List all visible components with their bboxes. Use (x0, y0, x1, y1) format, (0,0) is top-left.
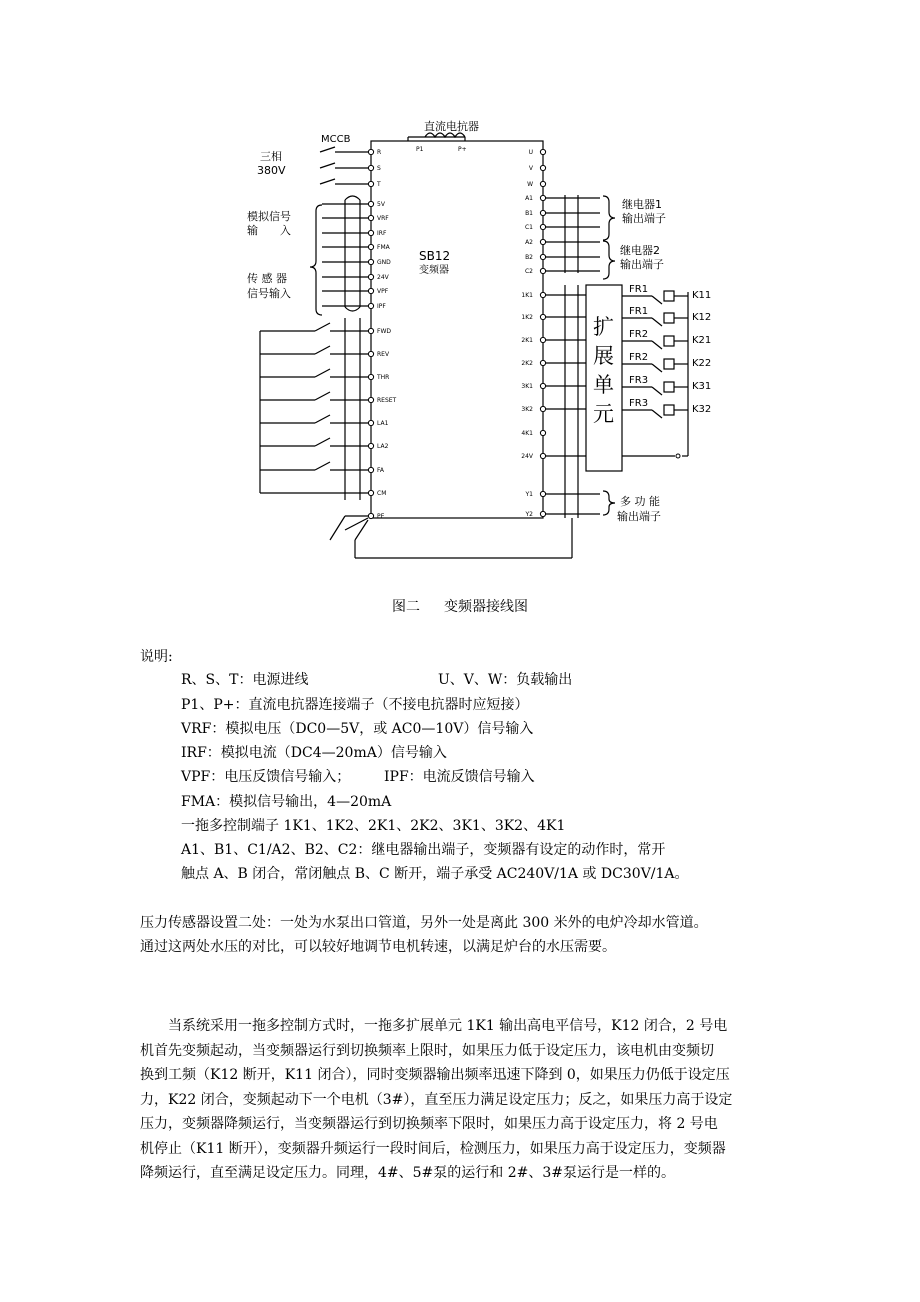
right-terminal-c1 (540, 224, 545, 229)
note-line-5a: VPF：电压反馈信号输入； (181, 769, 351, 785)
notes-title: 说明: (140, 649, 173, 665)
left-terminal-vpf (368, 288, 373, 293)
left-terminal-label: FA (377, 467, 385, 474)
note-line-8: A1、B1、C1/A2、B2、C2：继电器输出端子，变频器有设定的动作时，常开 (181, 842, 666, 858)
k-label: K12 (692, 312, 712, 323)
fr-contact (652, 410, 662, 418)
right-terminal-1k2 (540, 314, 545, 319)
fr-label: FR2 (629, 329, 649, 340)
right-terminal-b2 (540, 254, 545, 259)
fr-contact (652, 364, 662, 372)
relay1-label-1: 继电器1 (622, 198, 662, 211)
left-terminal-label: CM (377, 490, 387, 497)
k-coil (664, 405, 674, 415)
note-line-1b: U、V、W：负载输出 (438, 672, 573, 688)
k-label: K31 (692, 381, 712, 392)
left-terminal-label: REV (377, 351, 390, 358)
k-coil (664, 336, 674, 346)
right-terminal-2k2 (540, 360, 545, 365)
right-terminal-b1 (540, 210, 545, 215)
left-terminal-label: THR (377, 374, 390, 381)
right-terminal-label: C2 (524, 268, 533, 275)
left-terminal-la1 (368, 420, 373, 425)
sensor-label-1: 传 感 器 (247, 272, 287, 285)
control-switch (315, 346, 330, 354)
note-line-2: P1、P+：直流电抗器连接端子（不接电抗器时应短接） (181, 697, 529, 713)
left-terminal-label: LA1 (377, 420, 389, 427)
left-terminal-label: LA2 (377, 443, 389, 450)
right-terminal-a2 (540, 239, 545, 244)
right-terminal-u (540, 149, 545, 154)
paragraph-2-line-7: 降频运行，直至满足设定压力。同理，4#、5#泵的运行和 2#、3#泵运行是一样的。 (140, 1165, 675, 1181)
ext-char-4: 元 (593, 402, 614, 426)
inverter-wiring-diagram (0, 0, 920, 590)
fr-contact (652, 296, 662, 304)
figure-caption (0, 596, 920, 616)
control-switch (315, 438, 330, 446)
fr-label: FR1 (629, 284, 649, 295)
right-terminal-24v (540, 453, 545, 458)
left-terminal-la2 (368, 443, 373, 448)
note-line-9: 触点 A、B 闭合，常闭触点 B、C 断开，端子承受 AC240V/1A 或 DC30V/1A。 (181, 866, 689, 882)
right-terminal-y1 (540, 491, 545, 496)
multi-function-label-2: 输出端子 (617, 510, 661, 523)
ext-char-3: 单 (593, 373, 614, 397)
right-terminal-c2 (540, 268, 545, 273)
left-terminal-fma (368, 244, 373, 249)
k-label: K21 (692, 335, 712, 346)
fr-contact (652, 341, 662, 349)
relay1-label-2: 输出端子 (622, 212, 666, 225)
note-line-7: 一拖多控制端子 1K1、1K2、2K1、2K2、3K1、3K2、4K1 (181, 818, 566, 834)
fr-label: FR3 (629, 375, 649, 386)
paragraph-2-line-4: 力，K22 闭合，变频起动下一个电机（3#），直至压力满足设定压力；反之，如果压力高于设定 (140, 1091, 733, 1108)
left-terminal-label: S (377, 165, 381, 172)
three-phase-label: 三相 (260, 150, 282, 163)
left-terminal-fwd (368, 328, 373, 333)
left-terminal-label: PE (377, 513, 385, 520)
left-terminal-label: RESET (377, 397, 397, 404)
right-terminal-label: 1K2 (521, 314, 533, 321)
left-terminal-label: 5V (377, 201, 385, 208)
right-terminal-label: U (528, 149, 533, 156)
paragraph-1-line-1: 压力传感器设置二处：一处为水泵出口管道，另外一处是离此 300 米外的电炉冷却水管道。 (140, 915, 708, 931)
left-terminal-24v (368, 274, 373, 279)
figure-number: 图二 (392, 599, 420, 615)
fr-label: FR3 (629, 398, 649, 409)
voltage-label: 380V (257, 164, 286, 177)
paragraph-1 (140, 911, 790, 959)
fr-label: FR1 (629, 306, 649, 317)
right-terminal-label: B1 (525, 210, 533, 217)
right-terminal-label: 2K1 (521, 337, 533, 344)
right-terminal-label: 3K2 (521, 406, 533, 413)
right-terminal-label: A2 (525, 239, 533, 246)
right-terminal-label: 1K1 (521, 292, 533, 299)
control-switch (315, 392, 330, 400)
left-terminal-vrf (368, 215, 373, 220)
control-switch (315, 415, 330, 423)
fr-contact (652, 387, 662, 395)
relay-rows (622, 284, 711, 458)
left-terminal-gnd (368, 259, 373, 264)
ext-char-1: 扩 (593, 315, 614, 339)
k-coil (664, 291, 674, 301)
right-terminal-w (540, 181, 545, 186)
right-terminal-1k1 (540, 292, 545, 297)
dc-reactor-label: 直流电抗器 (424, 120, 479, 133)
p1-label: P1 (416, 146, 424, 153)
k-label: K22 (692, 358, 712, 369)
control-switch (315, 462, 330, 470)
left-terminal-cm (368, 490, 373, 495)
note-line-6: FMA：模拟信号输出，4—20mA (181, 794, 392, 810)
left-terminal-label: IPF (377, 303, 386, 310)
left-terminal-label: VPF (377, 288, 389, 295)
sensor-label-2: 信号输入 (247, 287, 291, 300)
right-terminal-label: W (527, 181, 533, 188)
left-terminal-fa (368, 467, 373, 472)
left-terminal-label: FMA (377, 244, 390, 251)
left-terminal-thr (368, 374, 373, 379)
common-terminal (676, 454, 680, 458)
note-line-1a: R、S、T：电源进线 (181, 672, 309, 688)
relay2-label-2: 输出端子 (620, 258, 664, 271)
fr-contact (652, 318, 662, 326)
control-switch (315, 369, 330, 377)
k-coil (664, 359, 674, 369)
left-terminal-label: VRF (377, 215, 389, 222)
k-coil (664, 382, 674, 392)
right-terminal-label: C1 (524, 224, 533, 231)
right-terminal-3k1 (540, 383, 545, 388)
analog-input-label-2: 输 入 (247, 224, 291, 237)
relay2-label-1: 继电器2 (620, 244, 660, 257)
right-terminal-a1 (540, 195, 545, 200)
right-terminal-2k1 (540, 337, 545, 342)
left-terminal-pe (368, 513, 373, 518)
right-terminal-y2 (540, 511, 545, 516)
paragraph-2-line-2: 机首先变频起动，当变频器运行到切换频率上限时，如果压力低于设定压力，该电机由变频切 (140, 1042, 714, 1059)
left-terminal-irf (368, 230, 373, 235)
left-terminal-label: IRF (377, 230, 387, 237)
left-terminal-label: FWD (377, 328, 392, 335)
left-terminal-rev (368, 351, 373, 356)
inverter-model: SB12 (419, 249, 451, 263)
left-terminal-label: 24V (377, 274, 389, 281)
right-terminal-label: Y1 (525, 491, 533, 498)
right-terminal-label: B2 (525, 254, 533, 261)
control-switch (315, 323, 330, 331)
left-terminal-label: R (377, 149, 382, 156)
k-coil (664, 313, 674, 323)
right-terminal-v (540, 165, 545, 170)
left-terminal-ipf (368, 303, 373, 308)
left-terminal-5v (368, 201, 373, 206)
left-terminal-t (368, 181, 373, 186)
note-line-5b: IPF：电流反馈信号输入 (384, 769, 535, 785)
paragraph-2 (140, 1014, 800, 1186)
right-terminal-label: A1 (525, 195, 533, 202)
left-terminal-s (368, 165, 373, 170)
figure-title: 变频器接线图 (444, 599, 528, 615)
inverter-name: 变频器 (419, 265, 449, 276)
ext-char-2: 展 (593, 344, 614, 368)
right-terminal-label: 4K1 (521, 430, 533, 437)
paragraph-1-line-2: 通过这两处水压的对比，可以较好地调节电机转速，以满足炉台的水压需要。 (140, 939, 616, 955)
left-terminal-label: GND (377, 259, 391, 266)
note-line-4: IRF：模拟电流（DC4—20mA）信号输入 (181, 745, 447, 761)
paragraph-2-line-3: 换到工频（K12 断开，K11 闭合），同时变频器输出频率迅速下降到 0，如果压力仍低于设定压 (140, 1067, 730, 1083)
multi-function-label-1: 多 功 能 (620, 495, 660, 508)
k-label: K32 (692, 404, 712, 415)
right-terminal-label: 3K1 (521, 383, 533, 390)
right-terminal-label: 2K2 (521, 360, 533, 367)
right-terminal-label: V (528, 165, 533, 172)
inverter-box (371, 141, 543, 518)
right-terminal-4k1 (540, 430, 545, 435)
left-terminal-reset (368, 397, 373, 402)
pplus-label: P+ (458, 146, 467, 153)
mccb-label: MCCB (321, 134, 351, 145)
fr-label: FR2 (629, 352, 649, 363)
note-line-3: VRF：模拟电压（DC0—5V，或 AC0—10V）信号输入 (181, 721, 534, 737)
right-terminal-label: 24V (521, 453, 533, 460)
left-terminal-r (368, 149, 373, 154)
right-terminal-3k2 (540, 406, 545, 411)
right-terminal-label: Y2 (525, 511, 533, 518)
analog-input-label-1: 模拟信号 (247, 210, 291, 223)
k-label: K11 (692, 290, 712, 301)
paragraph-2-line-5: 压力，变频器降频运行，当变频器运行到切换频率下限时，如果压力高于设定压力，将 2 号电 (140, 1116, 718, 1132)
paragraph-2-line-1: 当系统采用一拖多控制方式时，一拖多扩展单元 1K1 输出高电平信号，K12 闭合，2 号电 (168, 1018, 728, 1034)
paragraph-2-line-6: 机停止（K11 断开），变频器升频运行一段时间后，检测压力，如果压力高于设定压力，变频器 (140, 1140, 726, 1157)
left-terminal-label: T (377, 181, 381, 188)
